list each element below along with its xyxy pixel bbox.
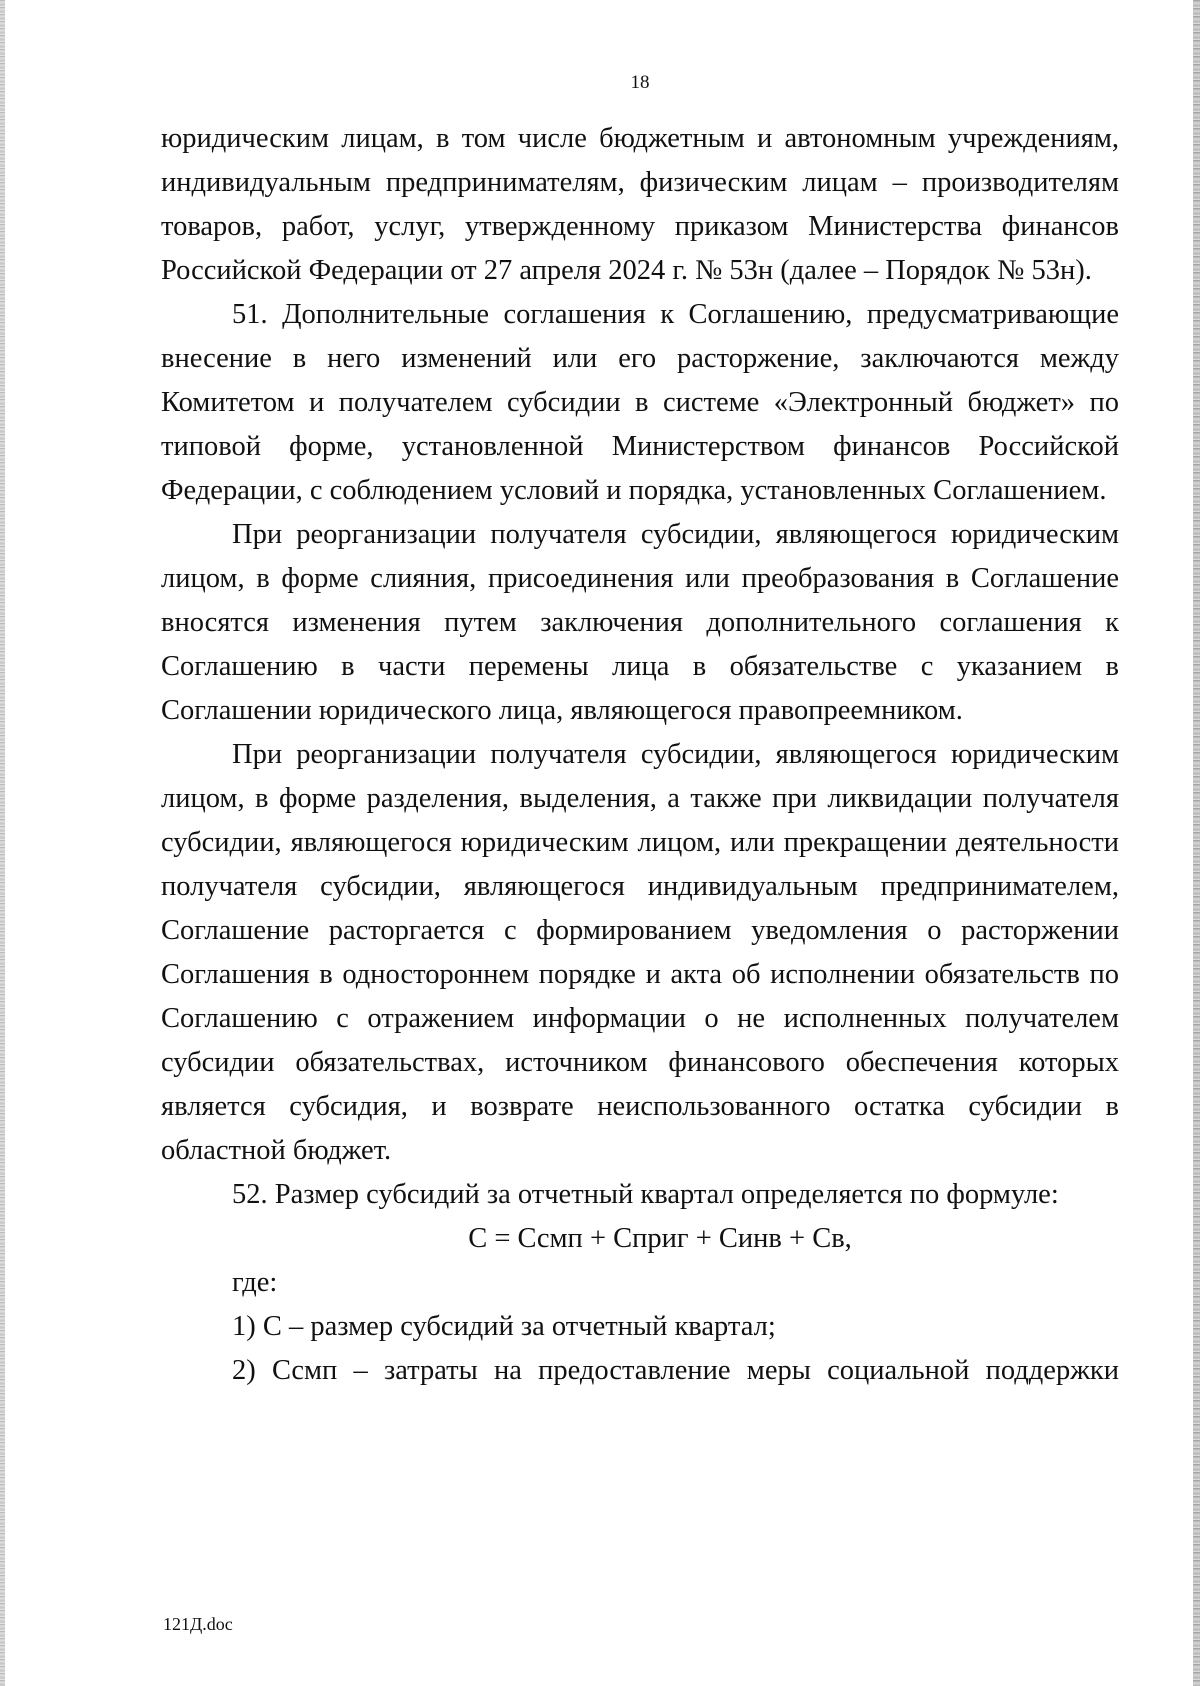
page-number: 18 bbox=[630, 72, 650, 93]
document-body bbox=[161, 117, 1119, 1393]
where-label: где: bbox=[232, 1267, 278, 1298]
document-filename: 121Д.doc bbox=[163, 1614, 233, 1634]
paragraph-reorganization-division: При реорганизации получателя субсидии, являющегося юридическим лицом, в форме разделения, выделения, а также при ликвидации получателя субсидии, являющегося юридическим лицом, или прекращении деятельности получателя субсидии, являющегося индивидуальным предпринимателем, Соглашение расторгается с формированием уведомления о расторжении Соглашения в одностороннем порядке и акта об исполнении обязательств по Соглашению с отражением информации о не исполненных получателем субсидии обязательствах, источником финансового обеспечения которых является субсидия, и возврате неиспользованного остатка субсидии в областной бюджет. bbox=[161, 739, 1119, 1166]
scan-edge-left bbox=[0, 0, 5, 1686]
formula-item-2: 2) Ссмп – затраты на предоставление меры социальной поддержки bbox=[232, 1355, 1119, 1386]
paragraph-continuation: юридическим лицам, в том числе бюджетным и автономным учреждениям, индивидуальным предпринимателям, физическим лицам – производителям товаров, работ, услуг, утвержденному приказом Министерства финансов Российской Федерации от 27 апреля 2024 г. № 53н (далее – Порядок № 53н). bbox=[161, 123, 1119, 286]
subsidy-formula: С = Ссмп + Сприг + Синв + Св, bbox=[468, 1223, 852, 1254]
paragraph-52: 52. Размер субсидий за отчетный квартал определяется по формуле: bbox=[232, 1179, 1059, 1210]
paragraph-51: 51. Дополнительные соглашения к Соглашению, предусматривающие внесение в него изменений или его расторжение, заключаются между Комитетом и получателем субсидии в системе «Электронный бюджет» по типовой форме, установленной Министерством финансов Российской Федерации, с соблюдением условий и порядка, установленных Соглашением. bbox=[161, 299, 1119, 506]
formula-item-1: 1) С – размер субсидий за отчетный квартал; bbox=[232, 1311, 776, 1342]
paragraph-reorganization-merger: При реорганизации получателя субсидии, являющегося юридическим лицом, в форме слияния, присоединения или преобразования в Соглашение вносятся изменения путем заключения дополнительного соглашения к Соглашению в части перемены лица в обязательстве с указанием в Соглашении юридического лица, являющегося правопреемником. bbox=[161, 519, 1119, 726]
scan-edge-right bbox=[1193, 0, 1200, 1686]
